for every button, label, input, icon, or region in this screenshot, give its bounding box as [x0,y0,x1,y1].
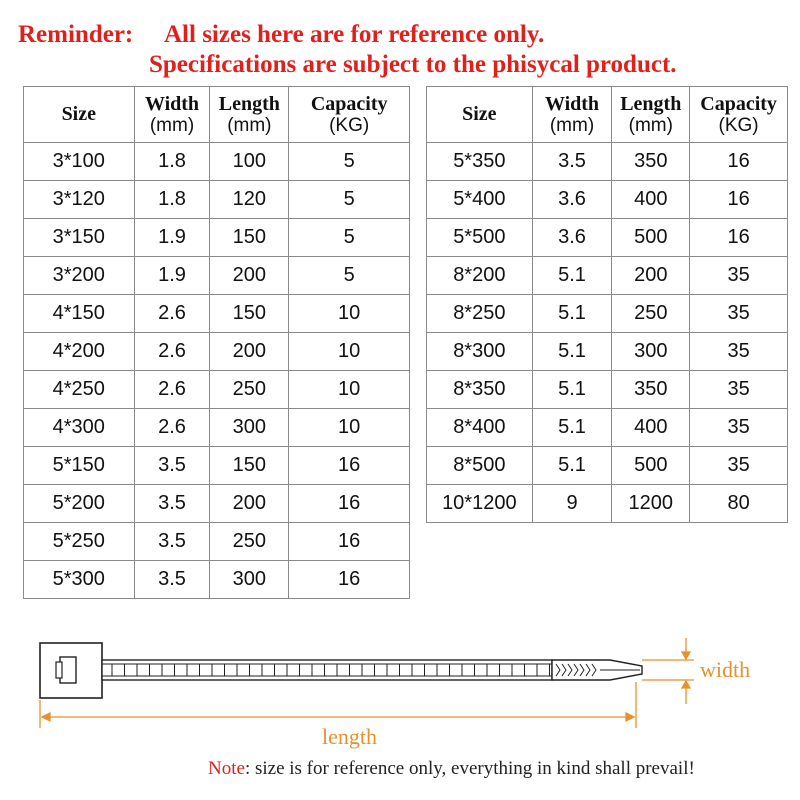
cell-width: 3.5 [134,447,210,485]
header-width: Width (mm) [532,87,612,143]
cell-length: 400 [612,181,690,219]
header-width: Width (mm) [134,87,210,143]
header-size: Size [427,87,533,143]
cell-width: 3.6 [532,219,612,257]
cell-capacity: 35 [690,295,788,333]
cell-length: 300 [612,333,690,371]
cell-capacity: 16 [289,561,410,599]
cell-size: 8*350 [427,371,533,409]
table-row [427,371,788,409]
cell-capacity: 5 [289,219,410,257]
cell-length: 100 [210,143,289,181]
cell-width: 2.6 [134,371,210,409]
cell-length: 150 [210,295,289,333]
cell-length: 200 [612,257,690,295]
cell-width: 5.1 [532,333,612,371]
reminder-line-1: All sizes here are for reference only. [164,21,545,48]
cell-size: 5*500 [427,219,533,257]
cell-width: 5.1 [532,295,612,333]
table-row [427,295,788,333]
cell-size: 8*250 [427,295,533,333]
cell-size: 4*200 [24,333,135,371]
cell-size: 3*100 [24,143,135,181]
cell-size: 10*1200 [427,485,533,523]
cell-size: 3*200 [24,257,135,295]
cell-length: 250 [210,523,289,561]
cell-width: 2.6 [134,295,210,333]
cell-size: 5*350 [427,143,533,181]
cell-capacity: 10 [289,333,410,371]
table-row [427,409,788,447]
length-dimension [40,682,636,728]
tie-head-tab [56,662,62,678]
table-row [427,181,788,219]
cell-capacity: 10 [289,371,410,409]
table-row [427,143,788,181]
width-label: width [700,657,751,682]
cell-width: 1.8 [134,143,210,181]
cell-length: 150 [210,219,289,257]
cell-capacity: 10 [289,409,410,447]
table-row [24,333,410,371]
cell-length: 500 [612,219,690,257]
cell-length: 200 [210,485,289,523]
cell-capacity: 5 [289,143,410,181]
cell-size: 8*200 [427,257,533,295]
cell-capacity: 35 [690,447,788,485]
cell-capacity: 35 [690,409,788,447]
cell-width: 5.1 [532,447,612,485]
footer-note [208,758,695,780]
cell-width: 3.5 [134,485,210,523]
cell-size: 3*120 [24,181,135,219]
cell-size: 5*300 [24,561,135,599]
table-row [24,409,410,447]
table-row [24,523,410,561]
cell-width: 2.6 [134,333,210,371]
width-dimension [642,638,694,704]
header-size: Size [24,87,135,143]
cell-size: 8*300 [427,333,533,371]
length-label: length [322,724,377,749]
cell-width: 3.5 [134,561,210,599]
table-row [427,447,788,485]
cell-length: 200 [210,333,289,371]
cell-length: 500 [612,447,690,485]
table-row [24,485,410,523]
cell-capacity: 35 [690,333,788,371]
cell-size: 5*250 [24,523,135,561]
spec-table-left [23,86,410,599]
cell-capacity: 16 [289,447,410,485]
table-row [24,295,410,333]
cell-capacity: 16 [289,485,410,523]
cell-width: 3.5 [532,143,612,181]
cell-length: 350 [612,143,690,181]
cell-capacity: 16 [690,219,788,257]
cell-length: 120 [210,181,289,219]
table-row [427,219,788,257]
cell-capacity: 35 [690,371,788,409]
cell-width: 5.1 [532,409,612,447]
cell-size: 5*150 [24,447,135,485]
reminder-prefix: Reminder: [18,21,134,48]
header-capacity: Capacity (KG) [289,87,410,143]
table-row [427,333,788,371]
cell-length: 200 [210,257,289,295]
cell-size: 5*400 [427,181,533,219]
cell-length: 250 [612,295,690,333]
cell-capacity: 10 [289,295,410,333]
cell-size: 4*150 [24,295,135,333]
cell-size: 5*200 [24,485,135,523]
cell-length: 300 [210,409,289,447]
cell-size: 8*400 [427,409,533,447]
cell-size: 4*300 [24,409,135,447]
cell-width: 2.6 [134,409,210,447]
table-row [24,181,410,219]
note-text: : size is for reference only, everything in kind shall prevail! [244,758,695,779]
cell-width: 3.5 [134,523,210,561]
cell-size: 3*150 [24,219,135,257]
cell-size: 8*500 [427,447,533,485]
cell-capacity: 16 [690,181,788,219]
table-row [427,485,788,523]
header-length: Length (mm) [210,87,289,143]
cell-length: 1200 [612,485,690,523]
cell-capacity: 16 [289,523,410,561]
note-label: Note [208,758,245,779]
cell-length: 250 [210,371,289,409]
cell-width: 3.6 [532,181,612,219]
table-row [24,561,410,599]
cell-capacity: 35 [690,257,788,295]
cell-length: 300 [210,561,289,599]
table-header-row [427,87,788,143]
cell-capacity: 5 [289,181,410,219]
spec-table-right [426,86,788,523]
table-row [24,143,410,181]
table-row [24,219,410,257]
cell-capacity: 80 [690,485,788,523]
cell-width: 1.8 [134,181,210,219]
cell-width: 1.9 [134,257,210,295]
cell-width: 5.1 [532,371,612,409]
cell-length: 350 [612,371,690,409]
header-capacity: Capacity (KG) [690,87,788,143]
cell-capacity: 16 [690,143,788,181]
table-row [427,257,788,295]
reminder-line-2: Specifications are subject to the phisycal product. [149,51,677,78]
cell-size: 4*250 [24,371,135,409]
cell-width: 9 [532,485,612,523]
header-length: Length (mm) [612,87,690,143]
cell-length: 400 [612,409,690,447]
table-header-row [24,87,410,143]
cell-width: 5.1 [532,257,612,295]
table-row [24,371,410,409]
cell-width: 1.9 [134,219,210,257]
table-row [24,447,410,485]
cell-length: 150 [210,447,289,485]
cell-capacity: 5 [289,257,410,295]
table-row [24,257,410,295]
tie-strap [102,660,552,680]
